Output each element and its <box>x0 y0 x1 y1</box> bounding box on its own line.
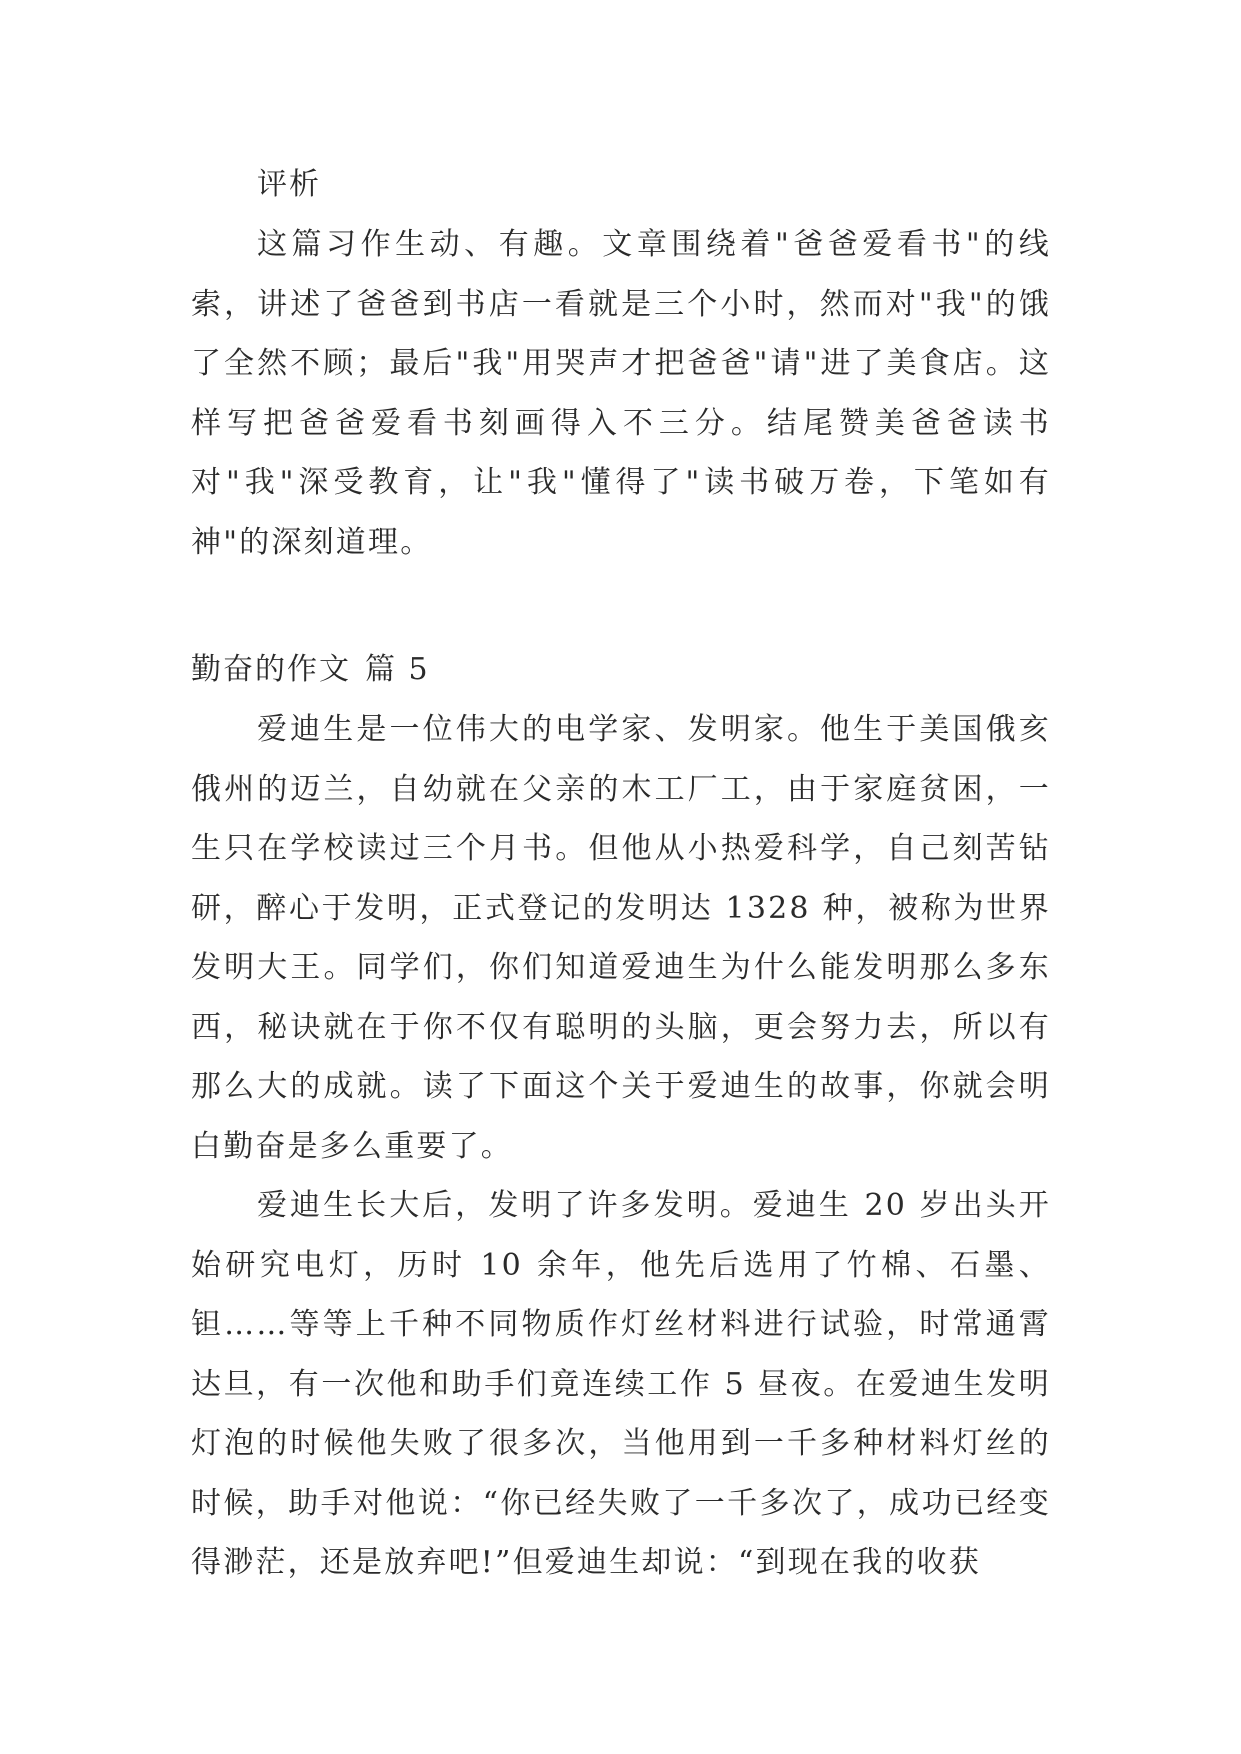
document-content <box>191 155 1051 1593</box>
body-paragraph-1: 爱迪生是一位伟大的电学家、发明家。他生于美国俄亥俄州的迈兰，自幼就在父亲的木工厂工，由于家庭贫困，一生只在学校读过三个月书。但他从小热爱科学，自己刻苦钻研，醉心于发明，正式登记的发明达 1328 种，被称为世界发明大王。同学们，你们知道爱迪生为什么能发明那么多东西，秘诀就在于你不仅有聪明的头脑，更会努力去，所以有那么大的成就。读了下面这个关于爱迪生的故事，你就会明白勤奋是多么重要了。 <box>191 712 1051 1164</box>
body-paragraph-2: 爱迪生长大后，发明了许多发明。爱迪生 20 岁出头开始研究电灯，历时 10 余年，他先后选用了竹棉、石墨、钽……等等上千种不同物质作灯丝材料进行试验，时常通霄达旦，有一次他和助手们竟连续工作 5 昼夜。在爱迪生发明灯泡的时候他失败了很多次，当他用到一千多种材料灯丝的时候，助手对他说：“你已经失败了一千多次了，成功已经变得渺茫，还是放弃吧!”但爱迪生却说：“到现在我的收获 <box>191 1188 1051 1580</box>
review-heading: 评析 <box>257 167 321 202</box>
section-title <box>191 640 1051 700</box>
section-title-text: 勤奋的作文 <box>191 652 351 687</box>
section-spacer <box>191 572 1051 620</box>
review-paragraph: 这篇习作生动、有趣。文章围绕着"爸爸爱看书"的线索，讲述了爸爸到书店一看就是三个小时，然而对"我"的饿了全然不顾；最后"我"用哭声才把爸爸"请"进了美食店。这样写把爸爸爱看书刻画得入不三分。结尾赞美爸爸读书对"我"深受教育，让"我"懂得了"读书破万卷，下笔如有神"的深刻道理。 <box>191 227 1051 560</box>
section-number: 篇 5 <box>365 652 430 687</box>
